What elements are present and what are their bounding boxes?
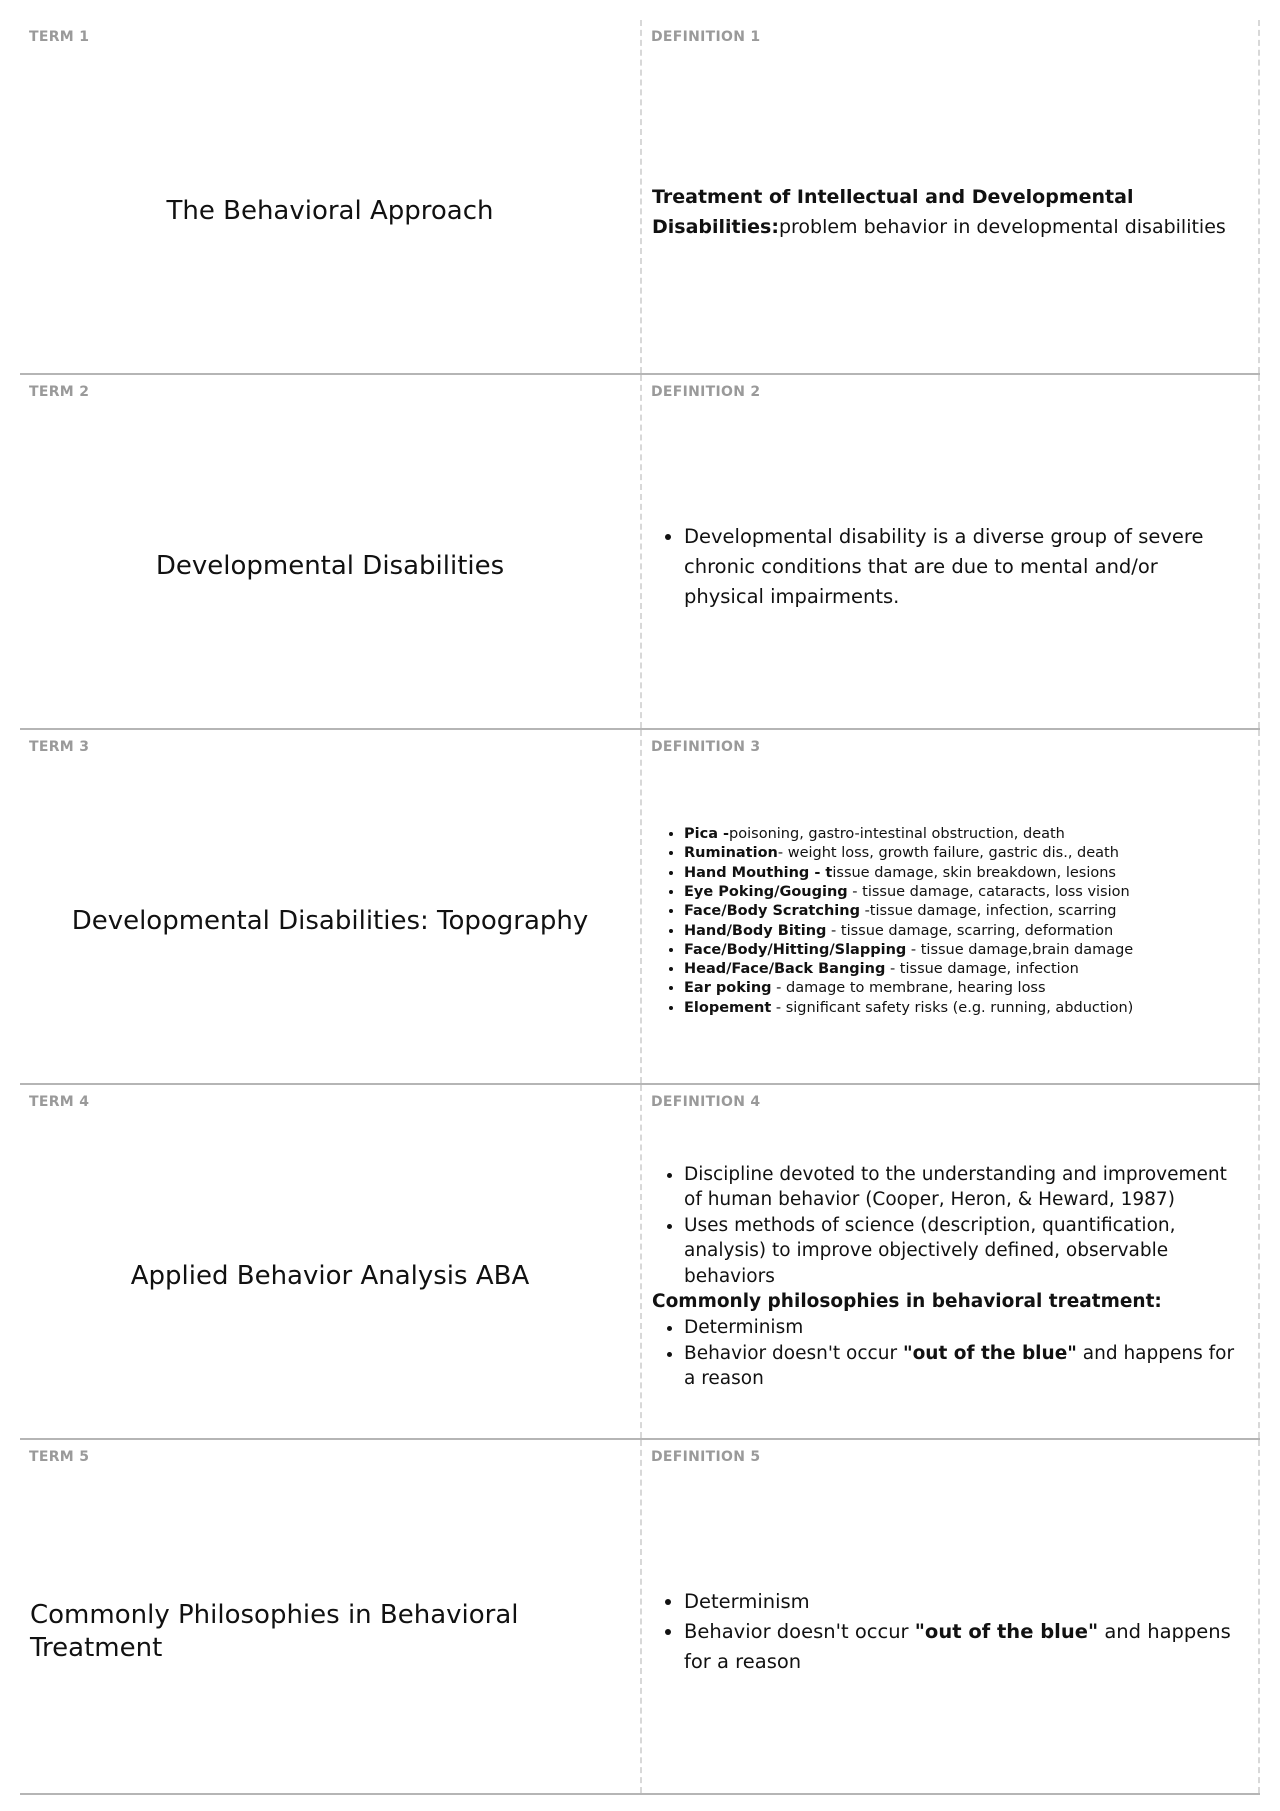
list-item [684,864,1240,883]
item-bold: "out of the blue" [902,1342,1077,1364]
item-bold: Pica - [684,826,730,843]
list-item [684,825,1240,844]
term-text: Developmental Disabilities: Topography [71,906,589,937]
definition-label: DEFINITION 3 [651,739,761,755]
aba-list [652,1162,1240,1290]
topography-list [652,825,1240,1018]
item-text: -tissue damage, infection, scarring [859,903,1117,920]
definition-cell-1 [640,20,1260,373]
term-cell-5 [20,1440,640,1793]
term-cell-1 [20,20,640,373]
item-text: - tissue damage, scarring, deformation [826,922,1114,939]
flashcard-3 [20,730,1260,1085]
definition-cell-5 [640,1440,1260,1793]
flashcard-4 [20,1085,1260,1440]
term-cell-3 [20,730,640,1083]
definition-list [652,522,1240,612]
list-item [684,979,1240,998]
item-bold: Face/Body/Hitting/Slapping [684,941,907,958]
list-item [684,1617,1240,1677]
philosophies-list [652,1315,1240,1392]
flashcard-1 [20,20,1260,375]
list-item [684,941,1240,960]
definition-body [652,1480,1240,1783]
item-text: poisoning, gastro-intestinal obstruction, death [729,826,1065,843]
item-text: Behavior doesn't occur [684,1619,915,1643]
definition-cell-4 [640,1085,1260,1438]
item-bold: Eye Poking/Gouging [684,883,848,900]
item-text: - weight loss, growth failure, gastric dis., death [777,845,1119,862]
list-item: • Discipline devoted to the understanding and improvement of human behavior (Cooper, Heron, & Heward, 1987) [684,1162,1240,1213]
item-bold: Head/Face/Back Banging [684,961,886,978]
definition-cell-3 [640,730,1260,1083]
list-item: • Determinism [684,1315,1240,1341]
term-cell-4 [20,1085,640,1438]
item-text: Behavior doesn't occur [684,1342,903,1364]
definition-bold-text: Treatment of Intellectual and Developmental Disabilities: [652,185,1134,238]
list-item [684,883,1240,902]
term-label: TERM 1 [29,29,90,45]
list-item [684,902,1240,921]
list-item [684,844,1240,863]
term-text: Developmental Disabilities [155,551,505,582]
item-bold: Face/Body Scratching [684,903,860,920]
term-text: Commonly Philosophies in Behavioral Treatment [30,1600,519,1663]
definition-body [652,415,1240,718]
item-text: and happens for a reason [684,1619,1231,1673]
item-text: - tissue damage, cataracts, loss vision [847,883,1130,900]
list-item [684,922,1240,941]
term-label: TERM 5 [29,1449,90,1465]
definition-body [652,60,1240,363]
definition-body [652,770,1240,1073]
item-bold: Elopement [684,999,772,1016]
definition-label: DEFINITION 2 [651,384,761,400]
flashcard-5 [20,1440,1260,1795]
item-text: issue damage, skin breakdown, lesions [832,864,1116,881]
term-label: TERM 4 [29,1094,90,1110]
list-item [684,1341,1240,1392]
list-item [684,960,1240,979]
item-bold: Rumination [684,845,778,862]
definition-paragraph [652,182,1240,242]
flashcard-2 [20,375,1260,730]
list-item: • Uses methods of science (description, quantification, analysis) to improve objectively defined, observable behaviors [684,1213,1240,1290]
term-cell-2 [20,375,640,728]
item-text: - tissue damage,brain damage [906,941,1134,958]
list-item [684,999,1240,1018]
term-text: Applied Behavior Analysis ABA [130,1261,530,1292]
flashcard-sheet [20,20,1260,1795]
item-text: - significant safety risks (e.g. running, abduction) [771,999,1134,1016]
item-bold: Ear poking [684,980,772,997]
item-bold: Hand Mouthing - t [684,864,833,881]
definition-label: DEFINITION 4 [651,1094,761,1110]
definition-body [652,1125,1240,1428]
term-label: TERM 2 [29,384,90,400]
definition-label: DEFINITION 5 [651,1449,761,1465]
item-text: - tissue damage, infection [885,961,1079,978]
item-text: and happens for a reason [684,1342,1235,1389]
definition-text: problem behavior in developmental disabilities [778,215,1226,238]
list-item: • Developmental disability is a diverse group of severe chronic conditions that are due to mental and/or physical impairments. [684,522,1240,612]
term-text: The Behavioral Approach [166,196,494,227]
list-item: • Determinism [684,1587,1240,1617]
definition-label: DEFINITION 1 [651,29,761,45]
philosophies-list [652,1587,1240,1677]
term-label: TERM 3 [29,739,90,755]
item-bold: "out of the blue" [914,1619,1099,1643]
philosophies-subhead: Commonly philosophies in behavioral treatment: [652,1291,1162,1312]
definition-cell-2 [640,375,1260,728]
item-bold: Hand/Body Biting [684,922,827,939]
item-text: - damage to membrane, hearing loss [771,980,1046,997]
